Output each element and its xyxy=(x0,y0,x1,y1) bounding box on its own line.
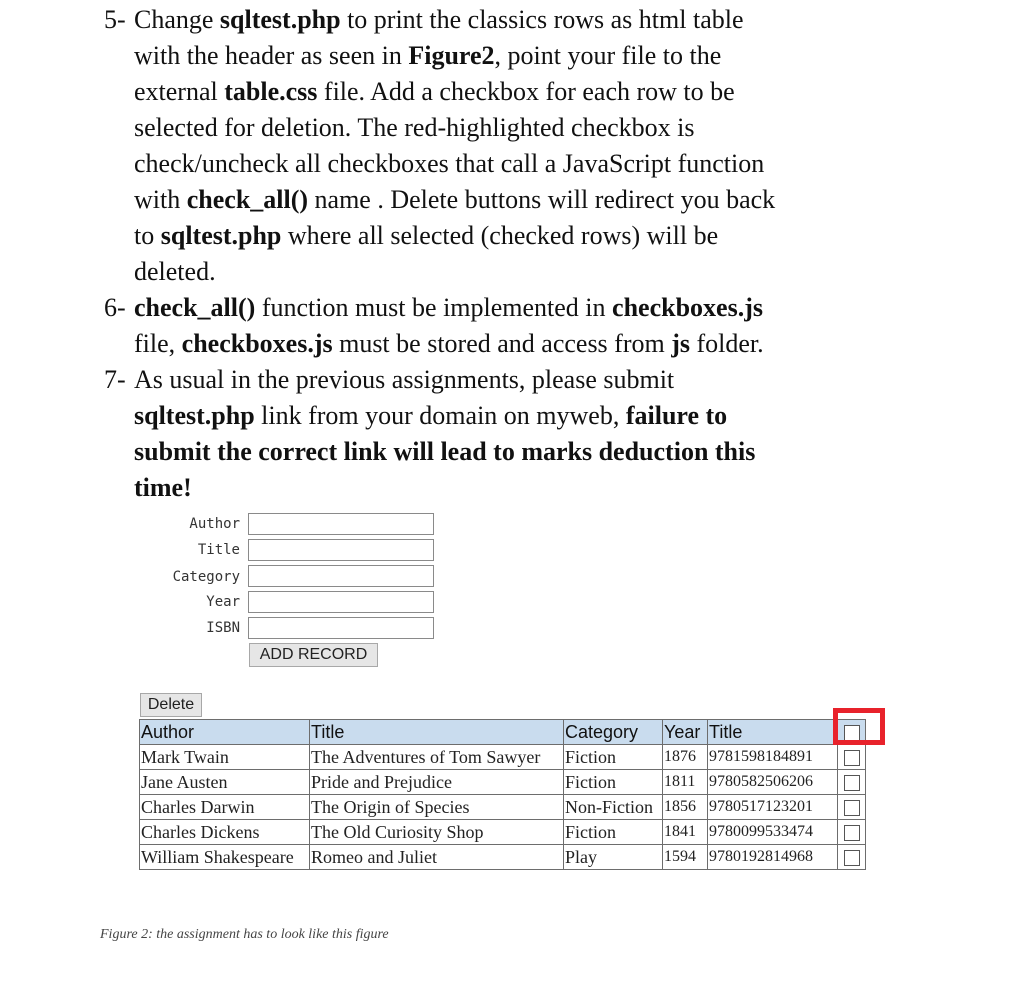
isbn-input[interactable] xyxy=(248,617,434,639)
text-run: , point your file to the xyxy=(494,41,722,70)
row-checkbox[interactable] xyxy=(844,750,860,766)
cell-author: Jane Austen xyxy=(140,770,310,795)
classics-table xyxy=(139,719,866,870)
table-row xyxy=(140,770,866,795)
cell-isbn: 9780192814968 xyxy=(708,845,838,870)
author-label: Author xyxy=(189,516,240,532)
text-run: where all selected (checked rows) will be xyxy=(281,221,719,250)
instruction-number: 7- xyxy=(104,365,126,394)
instruction-line xyxy=(134,362,904,398)
cell-category: Fiction xyxy=(564,770,663,795)
header-year: Year xyxy=(663,720,708,745)
row-checkbox-cell xyxy=(838,820,866,845)
cell-isbn: 9780582506206 xyxy=(708,770,838,795)
header-author: Author xyxy=(140,720,310,745)
bold-text: table.css xyxy=(224,77,318,106)
instruction-line xyxy=(134,110,904,146)
text-run: Change xyxy=(134,5,220,34)
bold-text: js xyxy=(671,329,690,358)
instruction-line xyxy=(134,74,904,110)
year-input[interactable] xyxy=(248,591,434,613)
bold-text: check_all() xyxy=(186,185,309,214)
text-run: to print the classics rows as html table xyxy=(340,5,744,34)
bold-text: sqltest.php xyxy=(160,221,282,250)
cell-year: 1876 xyxy=(663,745,708,770)
instruction-line xyxy=(134,470,904,506)
cell-title: The Origin of Species xyxy=(310,795,564,820)
cell-title: Romeo and Juliet xyxy=(310,845,564,870)
header-isbn: Title xyxy=(708,720,838,745)
category-input[interactable] xyxy=(248,565,434,587)
text-run: As usual in the previous assignments, please submit xyxy=(134,365,675,394)
text-run: external xyxy=(134,77,225,106)
table-header-row xyxy=(140,720,866,745)
instruction-7 xyxy=(104,362,904,506)
row-checkbox[interactable] xyxy=(844,800,860,816)
instruction-line xyxy=(134,182,904,218)
instruction-line xyxy=(134,326,904,362)
cell-author: Charles Darwin xyxy=(140,795,310,820)
bold-text: time! xyxy=(134,473,192,502)
header-category: Category xyxy=(564,720,663,745)
table-row xyxy=(140,820,866,845)
title-input[interactable] xyxy=(248,539,434,561)
cell-author: Charles Dickens xyxy=(140,820,310,845)
cell-title: The Adventures of Tom Sawyer xyxy=(310,745,564,770)
bold-text: Figure2 xyxy=(408,41,495,70)
instruction-6 xyxy=(104,290,904,362)
text-run: to xyxy=(134,221,161,250)
row-checkbox-cell xyxy=(838,795,866,820)
row-checkbox[interactable] xyxy=(844,775,860,791)
bold-text: check_all() xyxy=(134,293,256,322)
text-run: selected for deletion. The red-highlighted checkbox is xyxy=(134,113,695,142)
text-run: check/uncheck all checkboxes that call a JavaScript function xyxy=(134,149,765,178)
bold-text: sqltest.php xyxy=(219,5,341,34)
bold-text: checkboxes.js xyxy=(612,293,763,322)
text-run: file. Add a checkbox for each row to be xyxy=(317,77,735,106)
year-label: Year xyxy=(206,594,240,610)
bold-text: checkboxes.js xyxy=(181,329,333,358)
row-checkbox[interactable] xyxy=(844,850,860,866)
instruction-line xyxy=(134,38,904,74)
instruction-line xyxy=(134,254,904,290)
delete-button[interactable]: Delete xyxy=(140,693,202,717)
author-input[interactable] xyxy=(248,513,434,535)
cell-isbn: 9780099533474 xyxy=(708,820,838,845)
cell-year: 1841 xyxy=(663,820,708,845)
table-row xyxy=(140,795,866,820)
isbn-label: ISBN xyxy=(206,620,240,636)
cell-author: Mark Twain xyxy=(140,745,310,770)
cell-isbn: 9780517123201 xyxy=(708,795,838,820)
text-run: must be stored and access from xyxy=(332,329,672,358)
row-checkbox[interactable] xyxy=(844,825,860,841)
figure-caption: Figure 2: the assignment has to look like this figure xyxy=(100,927,389,942)
instruction-line xyxy=(134,2,904,38)
category-label: Category xyxy=(172,569,240,585)
instruction-number: 6- xyxy=(104,293,126,322)
cell-author: William Shakespeare xyxy=(140,845,310,870)
add-record-button[interactable]: ADD RECORD xyxy=(249,643,378,667)
table-row xyxy=(140,745,866,770)
text-run: name . Delete buttons will redirect you back xyxy=(308,185,776,214)
bold-text: submit the correct link will lead to marks deduction this xyxy=(134,437,756,466)
cell-category: Non-Fiction xyxy=(564,795,663,820)
text-run: function must be implemented in xyxy=(255,293,613,322)
table-row xyxy=(140,845,866,870)
instruction-line xyxy=(134,398,904,434)
instruction-line xyxy=(134,290,904,326)
cell-year: 1856 xyxy=(663,795,708,820)
cell-year: 1811 xyxy=(663,770,708,795)
cell-category: Play xyxy=(564,845,663,870)
instruction-line xyxy=(134,218,904,254)
instruction-line xyxy=(134,434,904,470)
bold-text: failure to xyxy=(625,401,728,430)
instruction-number: 5- xyxy=(104,5,126,34)
instruction-line xyxy=(134,146,904,182)
row-checkbox-cell xyxy=(838,845,866,870)
text-run: with xyxy=(134,185,187,214)
check-all-highlight xyxy=(833,708,885,745)
text-run: deleted. xyxy=(134,257,216,286)
header-title: Title xyxy=(310,720,564,745)
text-run: link from your domain on myweb, xyxy=(254,401,626,430)
text-run: file, xyxy=(134,329,182,358)
cell-title: The Old Curiosity Shop xyxy=(310,820,564,845)
cell-category: Fiction xyxy=(564,820,663,845)
text-run: folder. xyxy=(690,329,764,358)
title-label: Title xyxy=(197,542,240,558)
cell-year: 1594 xyxy=(663,845,708,870)
instruction-5 xyxy=(104,2,904,290)
row-checkbox-cell xyxy=(838,770,866,795)
row-checkbox-cell xyxy=(838,745,866,770)
cell-isbn: 9781598184891 xyxy=(708,745,838,770)
bold-text: sqltest.php xyxy=(134,401,255,430)
cell-category: Fiction xyxy=(564,745,663,770)
text-run: with the header as seen in xyxy=(134,41,409,70)
cell-title: Pride and Prejudice xyxy=(310,770,564,795)
